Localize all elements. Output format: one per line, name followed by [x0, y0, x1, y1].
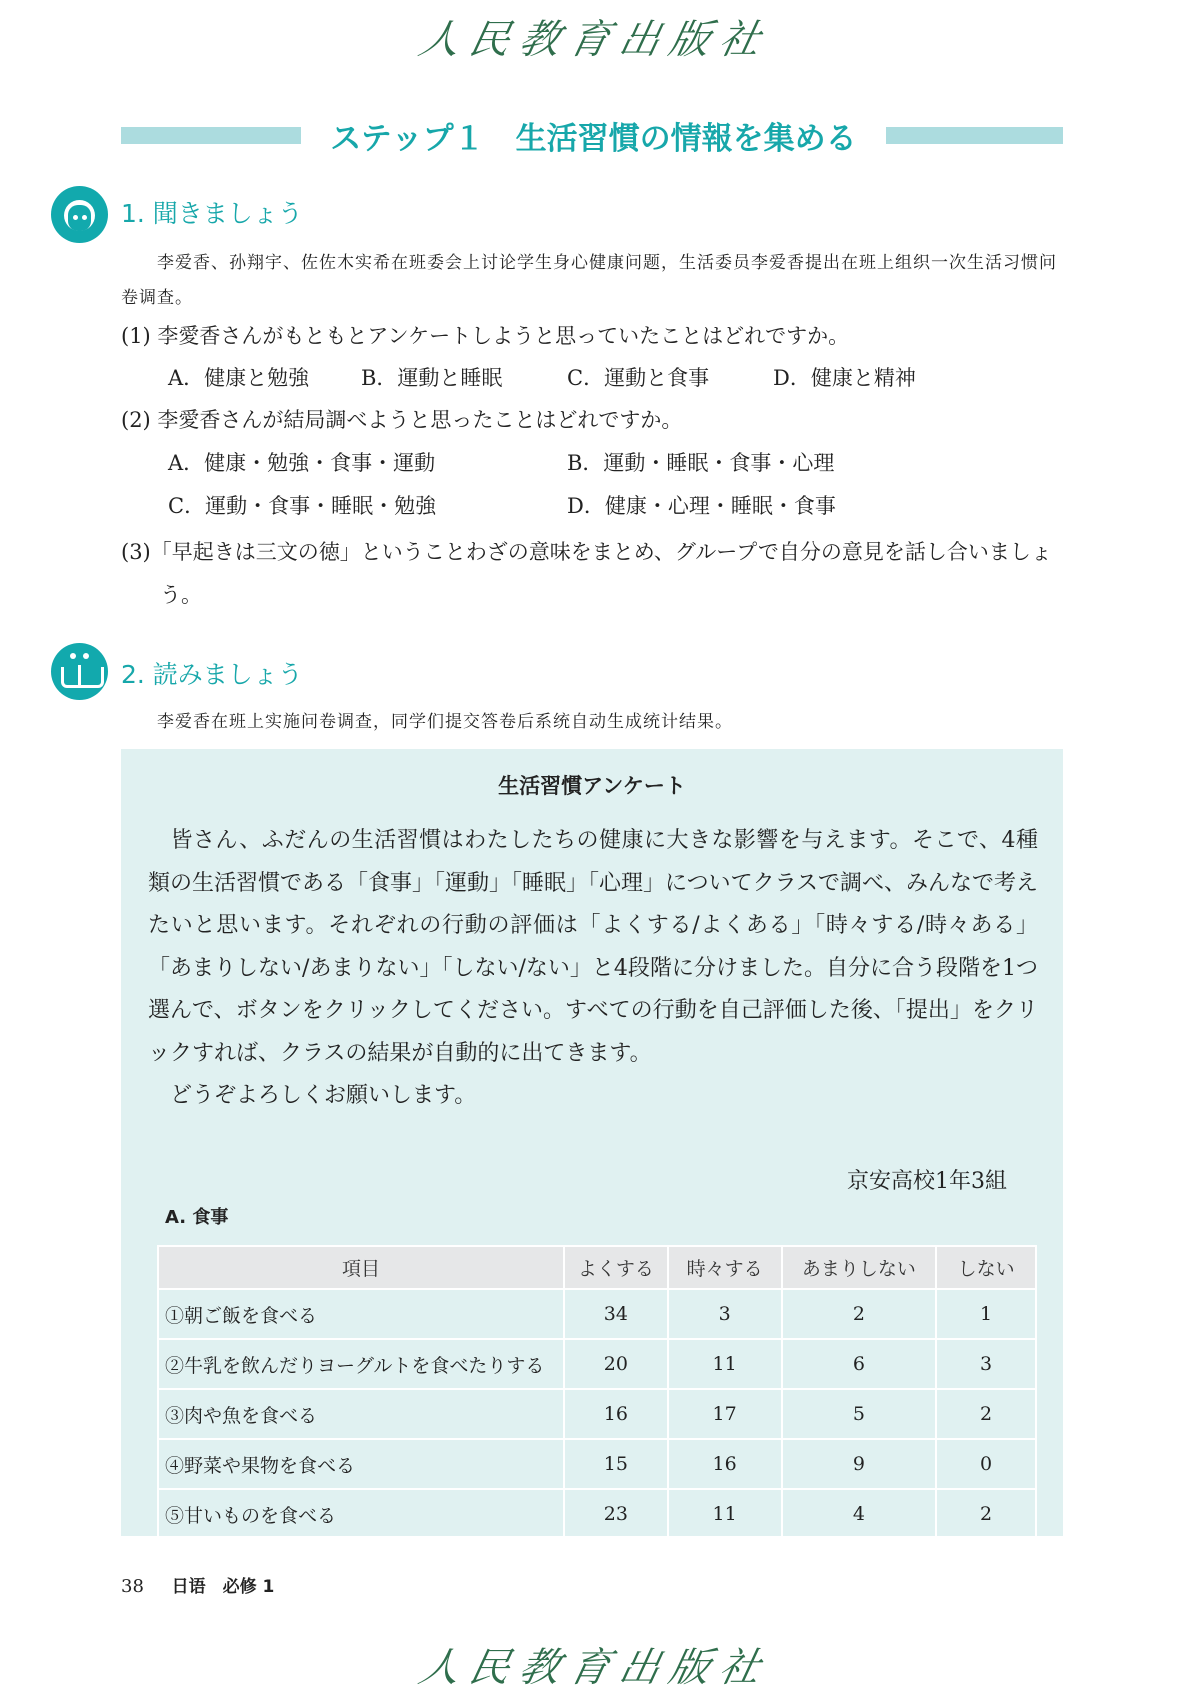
- question-1: (1) 李愛香さんがもともとアンケートしようと思っていたことはどれですか。: [121, 324, 850, 348]
- header-item: 項目: [158, 1246, 564, 1289]
- q2-option-d: D．健康・心理・睡眠・食事: [567, 494, 836, 518]
- row-count: 1: [936, 1289, 1036, 1339]
- table-header-row: [158, 1246, 1036, 1289]
- row-count: 34: [564, 1289, 668, 1339]
- row-count: 2: [782, 1289, 937, 1339]
- read-icon: [51, 643, 108, 700]
- survey-section-label: A. 食事: [165, 1207, 229, 1228]
- row-count: 9: [782, 1439, 937, 1489]
- row-item: ④野菜や果物を食べる: [158, 1439, 564, 1489]
- question-2: (2) 李愛香さんが結局調べようと思ったことはどれですか。: [121, 408, 683, 432]
- title-bar-right: [886, 127, 1063, 144]
- row-count: 16: [564, 1389, 668, 1439]
- row-count: 4: [782, 1489, 937, 1539]
- question-3: (3)「早起きは三文の徳」ということわざの意味をまとめ、グループで自分の意見を話し合いましょう。: [121, 540, 1052, 607]
- survey-text: [148, 820, 1038, 1118]
- q2-option-b: B．運動・睡眠・食事・心理: [567, 451, 835, 475]
- q1-option-c: C．運動と食事: [567, 366, 710, 390]
- header-often: よくする: [564, 1246, 668, 1289]
- publisher-logo-bottom: 人民教育出版社: [414, 1645, 775, 1691]
- row-count: 3: [668, 1289, 782, 1339]
- table-row: [158, 1389, 1036, 1439]
- row-count: 17: [668, 1389, 782, 1439]
- survey-signature: 京安高校1年3組: [847, 1169, 1007, 1194]
- section1-intro: 李爱香、孙翔宇、佐佐木实希在班委会上讨论学生身心健康问题，生活委员李爱香提出在班上组织一次生活习惯问卷调查。: [121, 253, 1057, 308]
- row-count: 3: [936, 1339, 1036, 1389]
- row-item: ⑤甘いものを食べる: [158, 1489, 564, 1539]
- page-title: ステップ１ 生活習慣の情報を集める: [330, 121, 857, 157]
- page-number: 38: [121, 1576, 144, 1597]
- table-row: [158, 1289, 1036, 1339]
- title-bar-left: [121, 127, 301, 144]
- listen-icon: [51, 186, 108, 243]
- header-rarely: あまりしない: [782, 1246, 937, 1289]
- q1-option-a: A．健康と勉強: [168, 366, 310, 390]
- q1-option-d: D．健康と精神: [773, 366, 916, 390]
- row-count: 0: [936, 1439, 1036, 1489]
- row-count: 23: [564, 1489, 668, 1539]
- q2-option-c: C．運動・食事・睡眠・勉強: [168, 494, 437, 518]
- row-item: ③肉や魚を食べる: [158, 1389, 564, 1439]
- row-count: 20: [564, 1339, 668, 1389]
- header-never: しない: [936, 1246, 1036, 1289]
- row-count: 16: [668, 1439, 782, 1489]
- header-sometimes: 時々する: [668, 1246, 782, 1289]
- row-count: 2: [936, 1389, 1036, 1439]
- survey-paragraph-1: 皆さん、ふだんの生活習慣はわたしたちの健康に大きな影響を与えます。そこで、4種類の生活習慣である「食事」「運動」「睡眠」「心理」についてクラスで調べ、みんなで考えたいと思います。それぞれの行動の評価は「よくする/よくある」「時々する/時々ある」「あまりしない/あまりない」「しない/ない」と4段階に分けました。自分に合う段階を1つ選んで、ボタンをクリックしてください。すべての行動を自己評価した後、「提出」をクリックすれば、クラスの結果が自動的に出てきます。: [148, 828, 1038, 1066]
- survey-title: 生活習慣アンケート: [498, 774, 686, 798]
- food-survey-table: [157, 1245, 1037, 1540]
- table-row: [158, 1489, 1036, 1539]
- table-row: [158, 1339, 1036, 1389]
- row-item: ②牛乳を飲んだりヨーグルトを食べたりする: [158, 1339, 564, 1389]
- row-count: 5: [782, 1389, 937, 1439]
- row-count: 15: [564, 1439, 668, 1489]
- row-count: 2: [936, 1489, 1036, 1539]
- section-heading-listen: 1. 聞きましょう: [121, 199, 303, 228]
- footer: [121, 1572, 274, 1597]
- survey-paragraph-2: どうぞよろしくお願いします。: [148, 1083, 477, 1108]
- row-count: 11: [668, 1339, 782, 1389]
- row-count: 11: [668, 1489, 782, 1539]
- table-row: [158, 1439, 1036, 1489]
- row-count: 6: [782, 1339, 937, 1389]
- section2-intro: 李爱香在班上实施问卷调查，同学们提交答卷后系统自动生成统计结果。: [121, 712, 733, 732]
- q1-option-b: B．運動と睡眠: [361, 366, 503, 390]
- q2-option-a: A．健康・勉強・食事・運動: [168, 451, 436, 475]
- publisher-logo-top: 人民教育出版社: [414, 17, 775, 63]
- section-heading-read: 2. 読みましょう: [121, 660, 303, 689]
- row-item: ①朝ご飯を食べる: [158, 1289, 564, 1339]
- book-title: 日语 必修 1: [171, 1577, 275, 1597]
